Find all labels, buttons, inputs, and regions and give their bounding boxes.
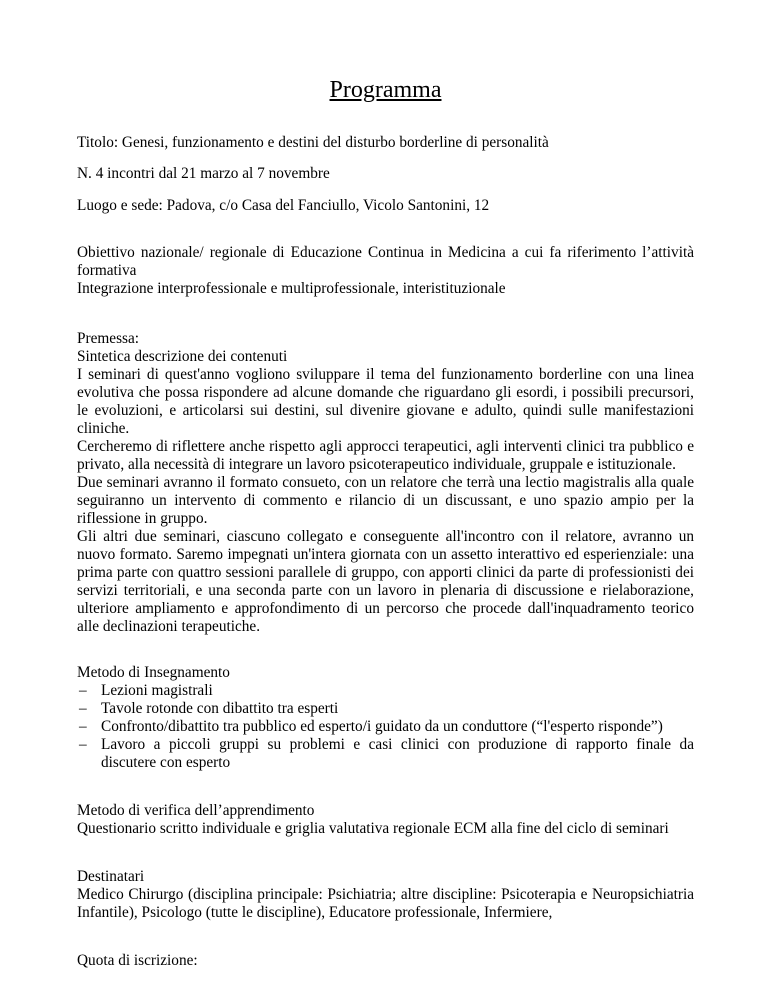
- obiettivo-line-2: formativa: [77, 262, 137, 279]
- premessa-line: privato, alla necessità di integrare un lavoro psicoterapeutico individuale, gruppale e istituzionale.: [77, 456, 676, 473]
- destinatari-line-1: Medico Chirurgo (disciplina principale: Psichiatria; altre discipline: Psicoterapia e Neuropsichiatria: [77, 886, 694, 903]
- premessa-line: evolutiva che possa rispondere ad alcune domande che riguardano gli esordi, i possibili precursori,: [77, 384, 694, 401]
- metodo-heading: Metodo di Insegnamento: [77, 664, 230, 681]
- list-item-text: Confronto/dibattito tra pubblico ed esperto/i guidato da un conduttore (“l'esperto risponde”): [101, 718, 663, 735]
- premessa-line: seguiranno un intervento di commento e rilancio di un discussant, e uno spazio ampio per la: [77, 492, 694, 509]
- list-item-text: Lavoro a piccoli gruppi su problemi e casi clinici con produzione di rapporto finale da: [101, 736, 694, 753]
- list-item-text: discutere con esperto: [101, 754, 231, 771]
- premessa-line: ulteriore ampliamento e approfondimento di un percorso che procede dall'inquadramento teorico: [77, 600, 694, 617]
- premessa-line: nuovo formato. Saremo impegnati un'intera giornata con un assetto interattivo ed esperienziale: una: [77, 546, 694, 563]
- premessa-subheading: Sintetica descrizione dei contenuti: [77, 348, 288, 365]
- premessa-line: cliniche.: [77, 420, 130, 437]
- premessa-line: prima parte con quattro sessioni parallele di gruppo, con apporti clinici da parte di professionisti dei: [77, 564, 694, 581]
- luogo-line: Luogo e sede: Padova, c/o Casa del Fanciullo, Vicolo Santonini, 12: [77, 197, 490, 214]
- premessa-line: I seminari di quest'anno vogliono sviluppare il tema del funzionamento borderline con una linea: [77, 366, 694, 383]
- dash-bullet-icon: –: [79, 700, 87, 717]
- quota-heading: Quota di iscrizione:: [77, 952, 198, 969]
- premessa-line: riflessione in gruppo.: [77, 510, 208, 527]
- list-item-text: Tavole rotonde con dibattito tra esperti: [101, 700, 339, 717]
- incontri-line: N. 4 incontri dal 21 marzo al 7 novembre: [77, 165, 330, 182]
- verifica-text: Questionario scritto individuale e griglia valutativa regionale ECM alla fine del ciclo di seminari: [77, 820, 669, 837]
- destinatari-line-2: Infantile), Psicologo (tutte le discipline), Educatore professionale, Infermiere,: [77, 904, 553, 921]
- destinatari-heading: Destinatari: [77, 868, 145, 885]
- premessa-line: alle declinazioni terapeutiche.: [77, 618, 261, 635]
- dash-bullet-icon: –: [79, 682, 87, 699]
- dash-bullet-icon: –: [79, 736, 87, 753]
- premessa-line: Cercheremo di riflettere anche rispetto agli approcci terapeutici, agli interventi clinici tra pubblico e: [77, 438, 694, 455]
- premessa-line: Gli altri due seminari, ciascuno collegato e conseguente all'incontro con il relatore, avranno un: [77, 528, 694, 545]
- page-title: Programma: [329, 77, 442, 103]
- dash-bullet-icon: –: [79, 718, 87, 735]
- premessa-line: servizi territoriali, e una seconda parte con un lavoro in plenaria di discussione e rielaborazione,: [77, 582, 694, 599]
- premessa-heading: Premessa:: [77, 330, 140, 347]
- obiettivo-line-3: Integrazione interprofessionale e multiprofessionale, interistituzionale: [77, 280, 506, 297]
- premessa-line: Due seminari avranno il formato consueto, con un relatore che terrà una lectio magistralis alla quale: [77, 474, 694, 491]
- titolo-line: Titolo: Genesi, funzionamento e destini del disturbo borderline di personalità: [77, 134, 549, 151]
- list-item-text: Lezioni magistrali: [101, 682, 213, 699]
- obiettivo-line-1: Obiettivo nazionale/ regionale di Educazione Continua in Medicina a cui fa riferimento l’attività: [77, 244, 694, 261]
- verifica-heading: Metodo di verifica dell’apprendimento: [77, 802, 315, 819]
- premessa-line: le evoluzioni, e articolarsi sui destini, sul divenire giovane e adulto, quindi sulle manifestazioni: [77, 402, 694, 419]
